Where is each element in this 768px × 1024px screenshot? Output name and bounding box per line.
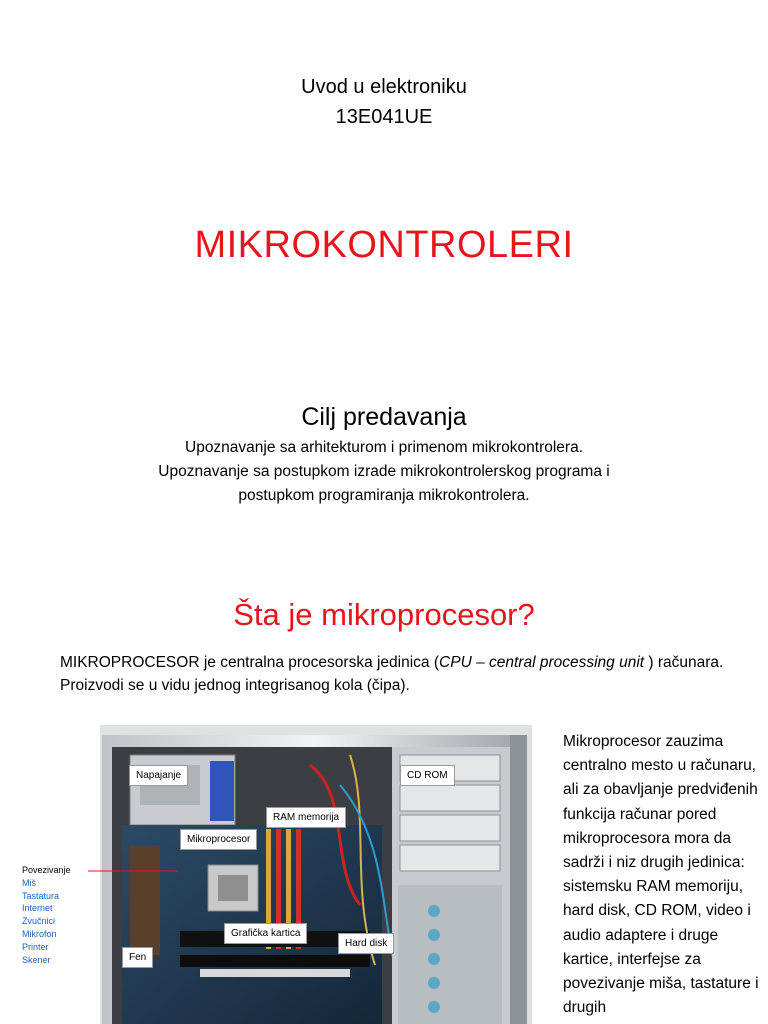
page-title: MIKROKONTROLERI <box>194 224 574 266</box>
connections-title: Povezivanje <box>22 865 71 875</box>
label-fan: Fen <box>122 947 153 968</box>
definition-text-end: ) računara. Proizvodi se u vidu jednog integrisanog kola (čipa). <box>60 654 724 694</box>
connection-item: Internet <box>22 903 53 914</box>
label-graphics-card: Grafička kartica <box>224 923 307 944</box>
definition-paragraph <box>60 651 740 697</box>
connection-item: Miš <box>22 877 36 888</box>
computer-case-figure <box>100 725 532 1024</box>
goal-line: postupkom programiranja mikrokontrolera. <box>238 487 530 504</box>
side-paragraph: Mikroprocesor zauzima centralno mesto u računaru, ali za obavljanje predviđenih funkcija računar pored mikroprocesora mora da sadrži i niz drugih jedinica: sistemsku RAM memoriju, hard disk, CD ROM, video i audio adaptere i druge kartice, interfejse za povezivanje miša, tastature i drugih <box>563 733 759 1017</box>
course-name: Uvod u elektroniku <box>301 76 467 98</box>
label-ram: RAM memorija <box>266 807 346 828</box>
course-code: 13E041UE <box>335 106 433 128</box>
connection-item: Zvučnici <box>22 916 56 927</box>
section-heading: Šta je mikroprocesor? <box>233 597 535 632</box>
connection-pointer-line <box>88 868 178 874</box>
goal-text <box>0 436 768 508</box>
goal-heading: Cilj predavanja <box>301 403 467 431</box>
goal-line: Upoznavanje sa postupkom izrade mikrokontrolerskog programa i <box>158 463 610 480</box>
connection-item: Mikrofon <box>22 928 57 939</box>
connection-item: Skener <box>22 954 51 965</box>
label-cd-rom: CD ROM <box>400 765 455 786</box>
connection-item: Printer <box>22 941 49 952</box>
connections-list <box>22 864 71 966</box>
definition-term: MIKROPROCESOR <box>60 654 200 671</box>
goal-line: Upoznavanje sa arhitekturom i primenom mikrokontrolera. <box>185 439 583 456</box>
course-header <box>0 72 768 132</box>
definition-italic: CPU – central processing unit <box>439 654 645 671</box>
definition-text: je centralna procesorska jedinica ( <box>199 654 440 671</box>
label-power-supply: Napajanje <box>129 765 188 786</box>
label-cpu: Mikroprocesor <box>180 829 257 850</box>
label-hard-disk: Hard disk <box>338 933 394 954</box>
connection-item: Tastatura <box>22 890 60 901</box>
